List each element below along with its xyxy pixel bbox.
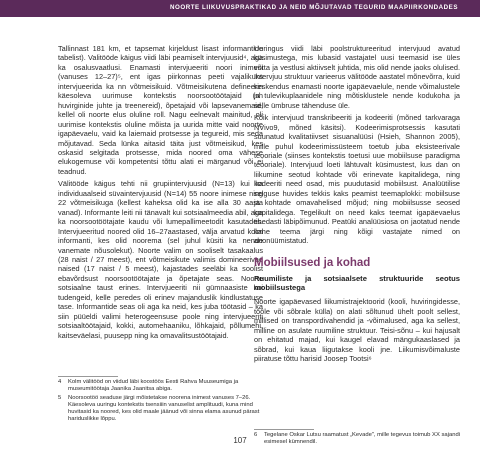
- footnote-text: Noorsootöö seaduse järgi mõistetakse noorena inimest vanuses 7–26. Käesoleva uuringu kontekstis tsensiiin vanuselist amplituudi, kuna mind huvitasid ka noored, kes olid maale jäänud või sinna elama asunud pärast hariduslikke lõppu.: [68, 395, 260, 423]
- running-header-title: NOORTE LIIKUVUSPRAKTIKAD JA NEID MÕJUTAVAD TEGURID MAAPIIRKONDADES: [169, 4, 458, 11]
- footnote: [58, 395, 263, 423]
- body-paragraph: Välitööde käigus tehti nii grupiintervjuusid (N=13) kui ka individuaalseid süvaintervjuusid (N=14) 55 noore inimese ning 22 võtmeisikuga (kellest kaheksa olid ka ise alla 30 aasta vanad). Informante leiti nii tänavalt kui sotsiaalmeedia abil, aga ka noorsootöötajate kaudu või lumepallimeetodit kasutades. Intervjueeritud noored olid 16–27aastased, välja arvatud kolm informanti, kes olid noorema (sel juhul küsiti ka nende vanemate nõusolekut). Noorte valim on sooliselt tasakaalus (28 naist / 27 meest), ent võtmeisikute valimis domineerivad naised (17 naist / 5 meest), kajastades seeläbi ka soolist ebavõrdsust noorsootöötajate ja õpetajate seas. Noorte sotsiaalne taust erines. Intervjueeriti nii gümnaasiste kui tudengeid, kelle peredes oli erinev majanduslik kindlustatuse tase. Informantide seas oli aga ka neid, kes juba töötasid – ka siin püüeldi valimi heterogeensuse poole ning intervjueeriti sotsiaaltöötajaid, kokki, automehaaniku, lõhkajaid, põllumehi, kaitseväelasi, puusepp ning ka omavalitsustöötajaid.: [58, 179, 263, 340]
- section-heading: Mobiilsused ja kohad: [254, 256, 371, 269]
- right-column: [254, 44, 460, 367]
- footnote-text: Kolm välitööd on viidud läbi koostöös Eesti Rahva Muuseumiga ja museumitöötaja Jaanika Jaanitsa abiga.: [68, 379, 239, 393]
- footnote-number: 4: [58, 379, 62, 385]
- footnotes-left: [58, 376, 263, 424]
- body-paragraph: Kõik intervjuud transkribeeriti ja kodeeriti (mõned tarkvaraga NVivo9, mõned käsitsi). Kodeerimisprotsessis kasutati suunatud kvalitatiivset sisuanalüüsi (Hsieh, Shannon 2005), mille puhul kodeerimissüsteem toetub juba eksisteerivale teooriale (siinses kontekstis toetusi uue mobiilsuse paradigma teooriale). Intervjuud loeti lähtuvalt küsimustest, kus dan on liikumine seotud kohtade või erinevate kapitalidega, ning kodeeriti need osad, mis puudutasid mobiilsust. Analüütilise selguse huvides tekkis kaks peamist teemaplokki: mobiilsuse ja kohtade omavahelised mõjud; ning mobiilsusse seosed kapitalidega. Tegelikult on need kaks teemat igapäevaelus tihedasti läbipõimunud. Peatüki analüüsiosa on jaotatud nende kahe teema järgi ning kõigi vastajate nimed on anonüümistatud.: [254, 113, 460, 246]
- footnote-number: 6: [254, 432, 258, 438]
- footnote-divider: [58, 376, 118, 377]
- section-subheading: Ruumiliste ja sotsiaalsete struktuuride seotus mobiilsustega: [254, 273, 460, 292]
- page-number: 107: [233, 436, 247, 445]
- footnote-divider: [254, 429, 314, 430]
- footnote-number: 5: [58, 395, 62, 402]
- body-paragraph: Tallinnast 181 km, et tapsemat kirjeldust lisast informantide tabelist). Valitööde käigus viidi läbi peamiselt intervjuusid⁴, aga ka osalusvaatlusi. Enamasti intervjueeriti noori inimesi (vanuses 12–27)⁵, ent igas piirkonnas peeti vajalikuks intervjueerida ka nn võtmeisikuid. Võtmeisikutena defineerin käesoleva uurimuse kontekstis noorsootöötajaid (sh huvirginide juhte ja treenereid), õpetajaid või lapsevanemaid, kellel oli noorte elus oluline roll. Nagu eelnevalt mainitud, oli uurimise kontekstis oluline mõista ja uurida mitte vaid noorte igapäevaelu, vaid ka laiemaid protsesse ja tegureid, mis seda mõjutavad. Seda lünka aitasid täita just võtmeisikud, kes oskasid selgitada protsesse, mida noored oma vähese elukogemuse või kompetentsi tõttu alati ei märganud või ei teadnud.: [58, 44, 263, 176]
- left-column: [58, 44, 263, 343]
- body-paragraph: Noorte igapäevased liikumistrajektoorid (kooli, huviringidesse, tööle või sõbrale külla) on alati sõltunud ühelt poolt sellest, millised on transpordivahendid ja -võimalused, aga ka sellest, milline on asulate ruumiline struktuur. Teisi-sõnu – kui hajusalt on ehitatud majad, kui kaugel elavad mängukaaslased ja sõbrad, kui kaua liigutakse kooli jne. Liikumisvõimaluste piiratuse tõttu harisid Joosep Tootsi⁶: [254, 297, 460, 364]
- footnote: [58, 379, 263, 393]
- running-header-bar: [0, 0, 480, 17]
- footnote-text: Tegelane Oskar Lutsu raamatust „Kevade", mille tegevus toimub XX sajandi esimesel kümnendil.: [264, 432, 460, 446]
- body-paragraph: Uuringus viidi läbi poolstruktureeritud intervjuud avatud küsimustega, mis lubasid vastajatel uusi teemasid ise üles võtta ja vestlusi aktiivselt juhtida, mis olid nende jaoks olulised. Intervjuu struktuur varieerus välitööde aastatel mõnevõrra, kuid keskendus enamasti noorte igapäevaelule, nende võimalustele ja tulevikuplaanidele ning mõtisklustele nende kodukoha ja selle ümbruse tähenduse üle.: [254, 44, 460, 110]
